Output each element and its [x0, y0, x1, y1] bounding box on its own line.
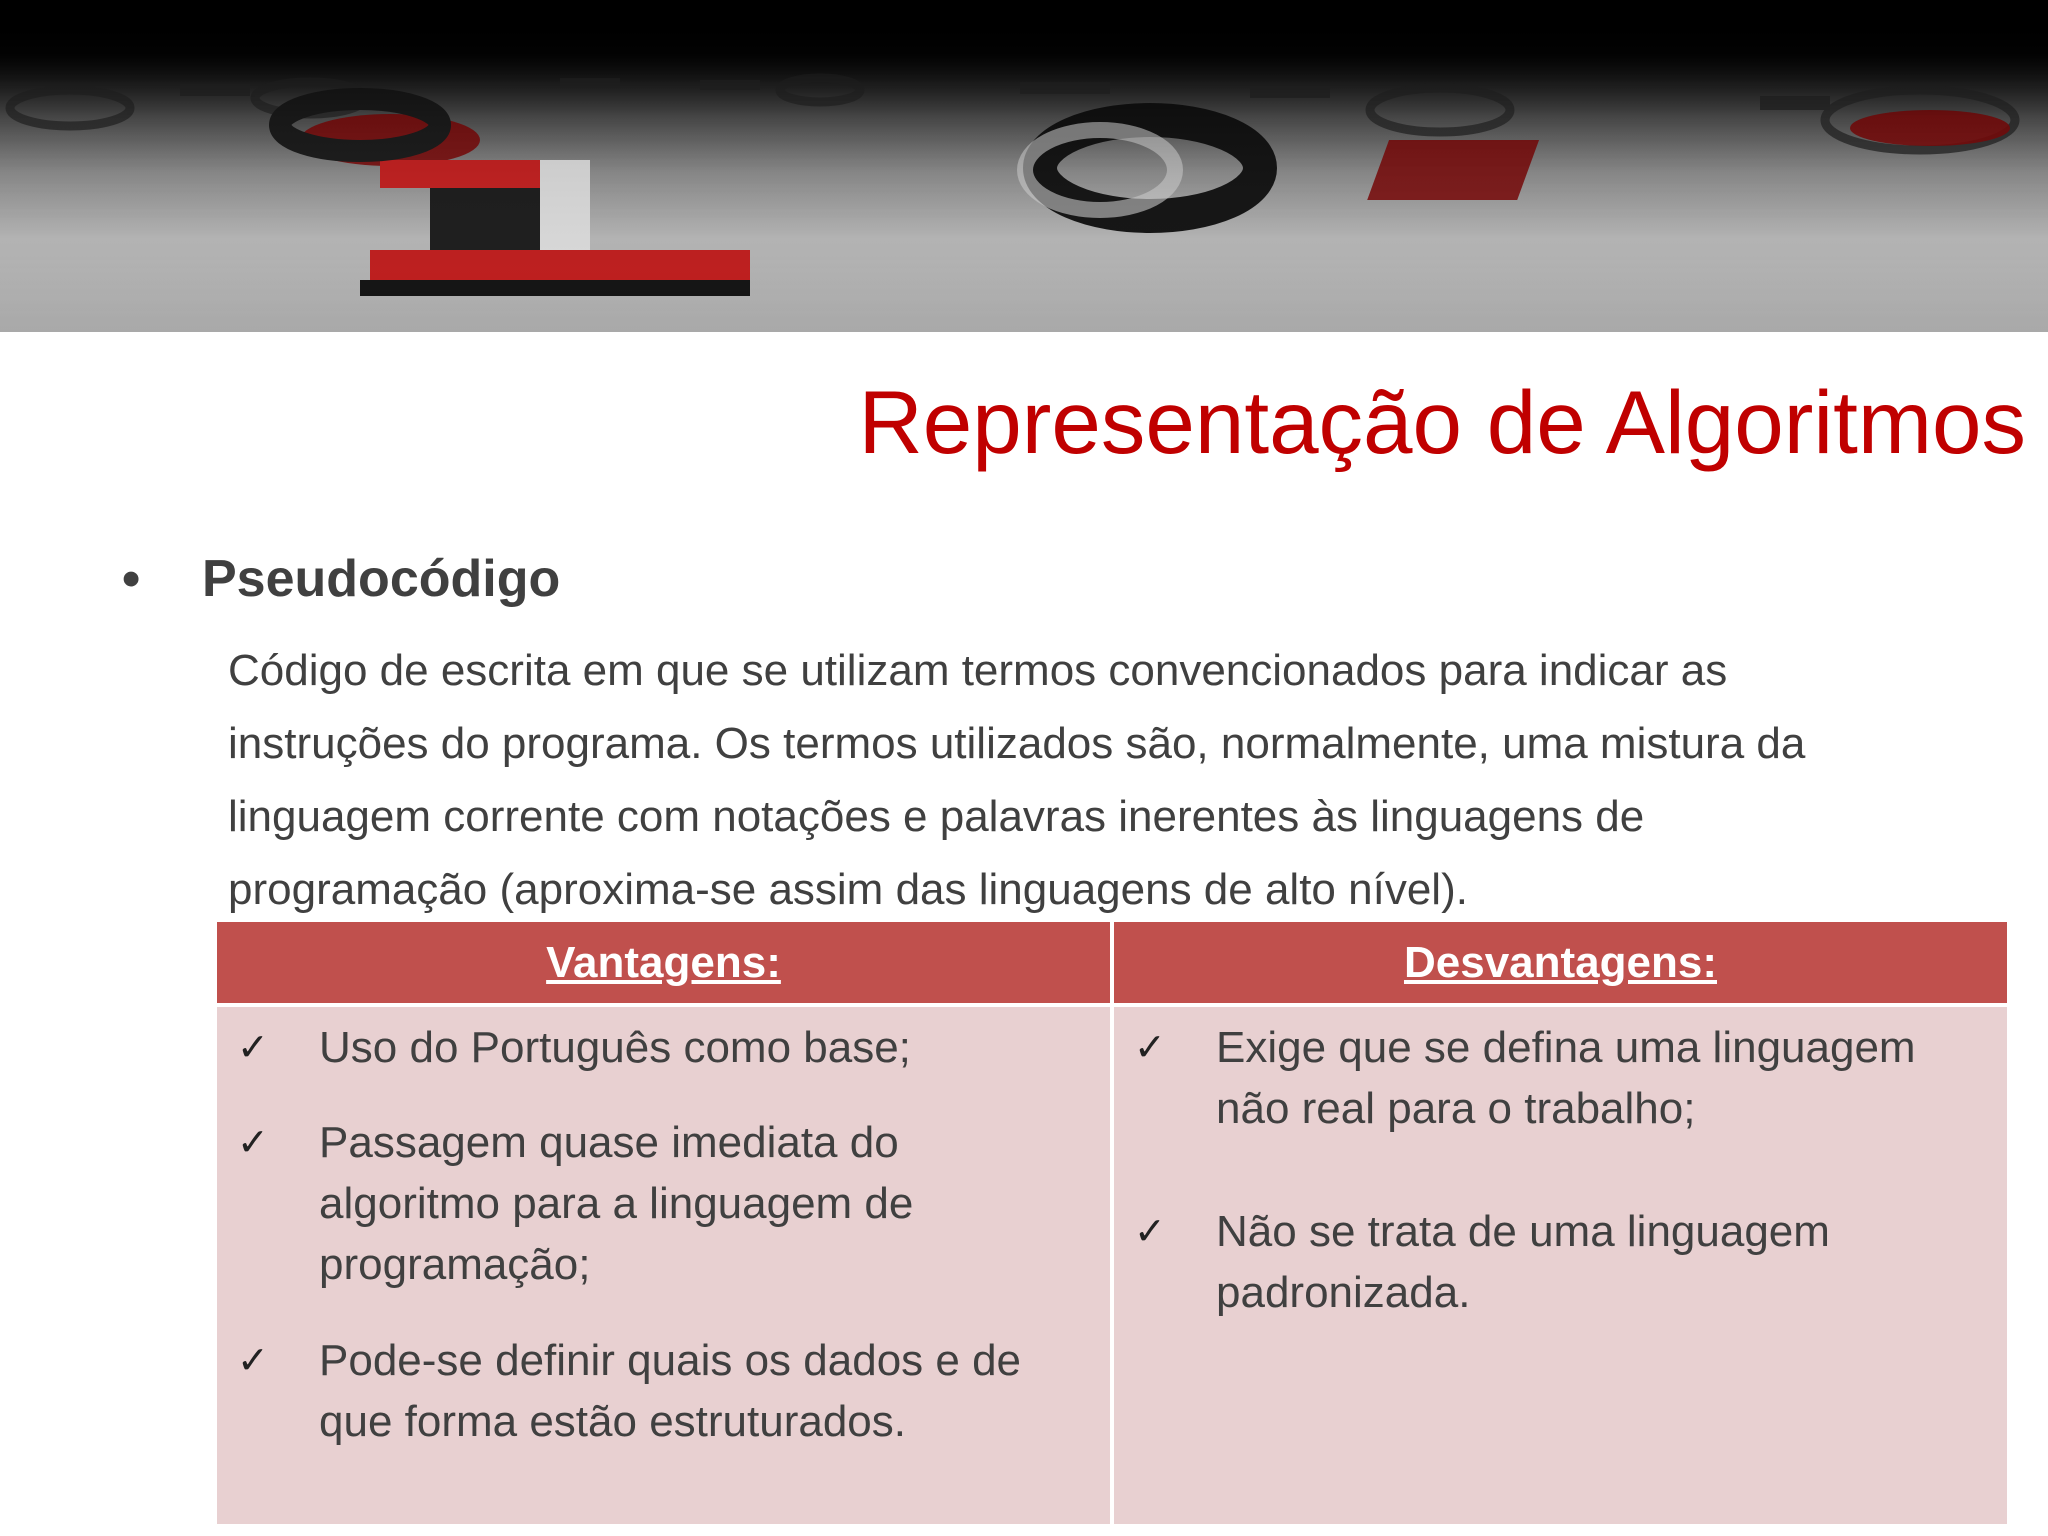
paragraph-line: programação (aproxima-se assim das linguagens de alto nível). — [228, 865, 1468, 914]
check-icon: ✓ — [1134, 1025, 1166, 1069]
header-vantagens: Vantagens: — [217, 922, 1110, 1003]
check-icon: ✓ — [1134, 1209, 1166, 1253]
comparison-table — [217, 922, 2007, 1524]
header-desvantagens: Desvantagens: — [1114, 922, 2007, 1003]
check-icon: ✓ — [237, 1025, 269, 1069]
list-item-text: Não se trata de uma linguagem padronizada. — [1216, 1207, 1830, 1317]
cell-desvantagens — [1114, 1007, 2007, 1524]
list-item-text: Exige que se defina uma linguagem não real para o trabalho; — [1216, 1023, 1916, 1133]
cell-vantagens — [217, 1007, 1110, 1524]
slide-title: Representação de Algoritmos — [858, 372, 2026, 472]
description-paragraph — [228, 634, 2018, 926]
paragraph-line: linguagem corrente com notações e palavras inerentes às linguagens de — [228, 792, 1645, 841]
bullet-icon: • — [122, 550, 141, 608]
binary-digits-image — [0, 0, 2048, 332]
check-icon: ✓ — [237, 1338, 269, 1382]
list-item-text: Uso do Português como base; — [319, 1023, 911, 1072]
check-icon: ✓ — [237, 1120, 269, 1164]
list-item-text: Passagem quase imediata do algoritmo para a linguagem de programação; — [319, 1118, 914, 1289]
bullet-heading: Pseudocódigo — [202, 550, 561, 608]
paragraph-line: instruções do programa. Os termos utilizados são, normalmente, uma mistura da — [228, 719, 1806, 768]
header-banner-image — [0, 0, 2048, 332]
paragraph-line: Código de escrita em que se utilizam termos convencionados para indicar as — [228, 646, 1728, 695]
list-item-text: Pode-se definir quais os dados e de que forma estão estruturados. — [319, 1336, 1022, 1446]
